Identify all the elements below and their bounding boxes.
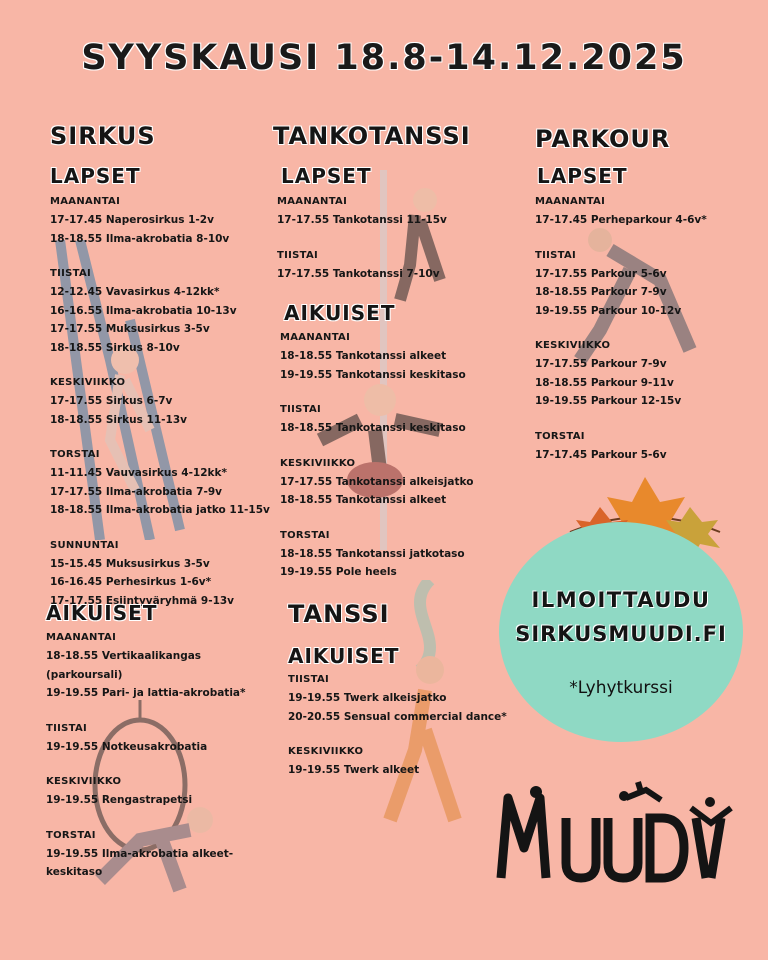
weekday-label: MAANANTAI bbox=[277, 196, 348, 207]
day-spacer bbox=[535, 411, 707, 428]
parkour-lapset-heading: LAPSET bbox=[537, 164, 628, 188]
day-spacer bbox=[46, 810, 246, 827]
class-time-entry: 17-17.55 Parkour 7-9v bbox=[535, 358, 667, 370]
class-time-entry: 19-19.55 Parkour 12-15v bbox=[535, 395, 682, 407]
registration-circle bbox=[499, 522, 743, 742]
class-time-entry: 17-17.45 Naperosirkus 1-2v bbox=[50, 214, 214, 226]
class-time-entry: 16-16.45 Perhesirkus 1-6v* bbox=[50, 576, 212, 588]
class-time-entry: 17-17.55 Esiintyväryhmä 9-13v bbox=[50, 594, 235, 607]
tanssi-aikuiset-heading: AIKUISET bbox=[288, 644, 400, 668]
class-time-entry: 18-18.55 Sirkus 8-10v bbox=[50, 341, 180, 354]
class-time-entry: 19-19.55 Twerk alkeisjatko bbox=[288, 692, 447, 704]
weekday-label: KESKIVIIKKO bbox=[280, 457, 356, 469]
class-time-entry: 15-15.45 Muksusirkus 3-5v bbox=[50, 557, 210, 570]
weekday-label: KESKIVIIKKO bbox=[50, 377, 126, 388]
register-label: ILMOITTAUDU bbox=[531, 588, 711, 612]
weekday-label: TORSTAI bbox=[535, 430, 585, 442]
weekday-label: KESKIVIIKKO bbox=[46, 776, 122, 787]
weekday-label: MAANANTAI bbox=[535, 196, 606, 207]
sirkus-aikuiset-heading: AIKUISET bbox=[46, 601, 158, 625]
day-spacer bbox=[46, 756, 246, 773]
tankotanssi-heading: TANKOTANSSI bbox=[273, 122, 471, 150]
weekday-label: KESKIVIIKKO bbox=[535, 340, 611, 351]
day-spacer bbox=[50, 429, 270, 446]
class-time-entry: 18-18.55 Ilma-akrobatia 8-10v bbox=[50, 232, 230, 245]
weekday-label: MAANANTAI bbox=[46, 632, 117, 643]
class-time-entry: 18-18.55 Parkour 7-9v bbox=[535, 286, 667, 298]
class-time-entry: 19-19.55 Pari- ja lattia-akrobatia* bbox=[46, 687, 246, 699]
weekday-label: TIISTAI bbox=[288, 674, 330, 685]
weekday-label: MAANANTAI bbox=[50, 196, 121, 207]
class-time-entry: 16-16.55 Ilma-akrobatia 10-13v bbox=[50, 304, 237, 317]
class-time-entry: 19-19.55 Notkeusakrobatia bbox=[46, 740, 208, 753]
class-time-entry: 17-17.55 Parkour 5-6v bbox=[535, 267, 667, 280]
class-time-entry: 17-17.55 Muksusirkus 3-5v bbox=[50, 323, 210, 335]
weekday-label: TIISTAI bbox=[46, 722, 88, 734]
class-time-entry: 17-17.55 Ilma-akrobatia 7-9v bbox=[50, 485, 222, 498]
class-time-entry: 18-18.55 Sirkus 11-13v bbox=[50, 413, 187, 426]
day-spacer bbox=[50, 357, 270, 374]
class-time-entry: 19-19.55 Twerk alkeet bbox=[288, 764, 420, 776]
season-title: SYYSKAUSI 18.8-14.12.2025 bbox=[81, 38, 687, 78]
tankotanssi-aikuiset-heading: AIKUISET bbox=[284, 301, 396, 325]
class-time-entry: 19-19.55 Tankotanssi keskitaso bbox=[280, 368, 466, 381]
muudi-logo bbox=[496, 778, 736, 888]
weekday-label: TIISTAI bbox=[50, 268, 92, 279]
weekday-label: TORSTAI bbox=[46, 829, 96, 841]
class-time-entry: 18-18.55 Ilma-akrobatia jatko 11-15v bbox=[50, 504, 270, 516]
day-spacer bbox=[535, 230, 707, 247]
day-spacer bbox=[50, 248, 270, 265]
class-time-entry: 17-17.55 Tankotanssi 7-10v bbox=[277, 267, 440, 280]
class-time-entry: 19-19.55 Parkour 10-12v bbox=[535, 304, 682, 317]
weekday-label: TORSTAI bbox=[50, 449, 100, 460]
weekday-label: TIISTAI bbox=[280, 404, 322, 415]
parkour-lapset-schedule bbox=[535, 193, 707, 464]
day-spacer bbox=[277, 230, 447, 247]
class-time-entry: 17-17.45 Perheparkour 4-6v* bbox=[535, 214, 707, 226]
tankotanssi-lapset-heading: LAPSET bbox=[281, 164, 372, 188]
sirkus-heading: SIRKUS bbox=[50, 122, 156, 150]
sirkus-lapset-heading: LAPSET bbox=[50, 164, 141, 188]
weekday-label: KESKIVIIKKO bbox=[288, 746, 364, 757]
weekday-label: TIISTAI bbox=[277, 249, 319, 261]
weekday-label: MAANANTAI bbox=[280, 332, 351, 343]
class-time-entry: 18-18.55 Tankotanssi alkeet bbox=[280, 494, 447, 506]
class-time-entry: 18-18.55 Parkour 9-11v bbox=[535, 376, 674, 389]
class-time-entry: 19-19.55 Pole heels bbox=[280, 566, 397, 578]
class-time-entry: 20-20.55 Sensual commercial dance* bbox=[288, 710, 507, 723]
class-time-entry: 18-18.55 Vertikaalikangas bbox=[46, 650, 202, 662]
day-spacer bbox=[288, 726, 507, 743]
day-spacer bbox=[46, 703, 246, 720]
weekday-label: TORSTAI bbox=[280, 529, 330, 541]
class-time-entry: 19-19.55 Rengastrapetsi bbox=[46, 794, 193, 806]
class-time-entry: (parkoursali) bbox=[46, 668, 123, 681]
tanssi-heading: TANSSI bbox=[288, 600, 390, 628]
short-course-note: *Lyhytkurssi bbox=[569, 678, 673, 698]
class-time-entry: 11-11.45 Vauvasirkus 4-12kk* bbox=[50, 467, 228, 479]
class-time-entry: 17-17.55 Tankotanssi 11-15v bbox=[277, 214, 447, 226]
class-time-entry: 12-12.45 Vavasirkus 4-12kk* bbox=[50, 286, 220, 298]
website-link[interactable]: SIRKUSMUUDI.FI bbox=[515, 622, 727, 646]
class-time-entry: keskitaso bbox=[46, 866, 103, 878]
tankotanssi-aikuiset-schedule bbox=[280, 329, 473, 582]
tankotanssi-lapset-schedule bbox=[277, 193, 447, 283]
weekday-label: SUNNUNTAI bbox=[50, 539, 119, 551]
sirkus-lapset-schedule bbox=[50, 193, 270, 610]
sirkus-aikuiset-schedule bbox=[46, 629, 246, 882]
tanssi-aikuiset-schedule bbox=[288, 671, 507, 780]
parkour-heading: PARKOUR bbox=[535, 125, 671, 153]
class-time-entry: 18-18.55 Tankotanssi jatkotaso bbox=[280, 547, 465, 560]
class-time-entry: 17-17.45 Parkour 5-6v bbox=[535, 448, 667, 461]
day-spacer bbox=[280, 384, 473, 401]
class-time-entry: 18-18.55 Tankotanssi keskitaso bbox=[280, 422, 466, 434]
day-spacer bbox=[280, 510, 473, 527]
day-spacer bbox=[50, 520, 270, 537]
weekday-label: TIISTAI bbox=[535, 249, 577, 261]
class-time-entry: 17-17.55 Sirkus 6-7v bbox=[50, 395, 173, 407]
class-time-entry: 18-18.55 Tankotanssi alkeet bbox=[280, 350, 447, 362]
class-time-entry: 17-17.55 Tankotanssi alkeisjatko bbox=[280, 475, 474, 488]
day-spacer bbox=[280, 438, 473, 455]
class-time-entry: 19-19.55 Ilma-akrobatia alkeet- bbox=[46, 847, 234, 860]
day-spacer bbox=[535, 320, 707, 337]
